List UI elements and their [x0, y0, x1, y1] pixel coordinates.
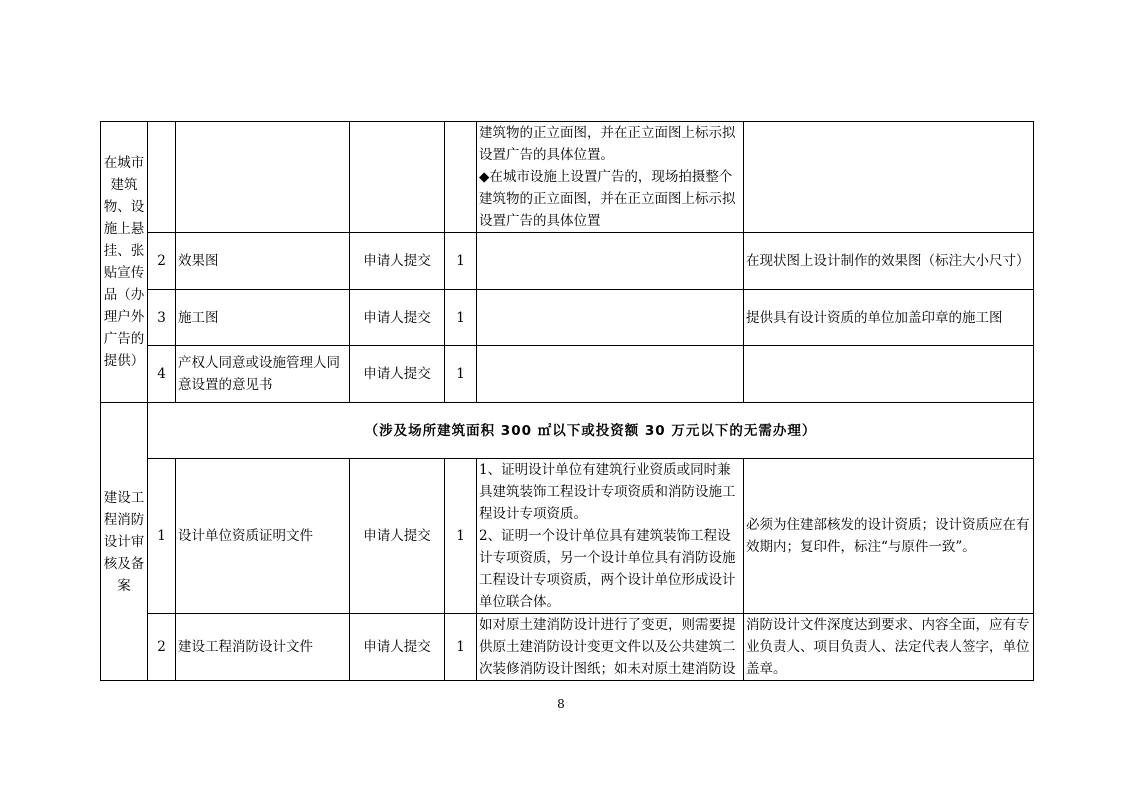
- item-notes: [477, 233, 744, 290]
- item-name: 施工图: [176, 290, 350, 346]
- item-notes: [477, 459, 744, 614]
- category-cell-outdoor-ads: [101, 122, 148, 403]
- item-number: 3: [148, 290, 176, 346]
- category-line: 物、设: [103, 199, 145, 215]
- item-notes: [477, 290, 744, 346]
- notes-line: 计专项资质，另一个设计单位具有消防设施: [479, 550, 736, 566]
- item-remark: [744, 614, 1034, 681]
- item-count: 1: [445, 346, 477, 403]
- category-line: 核及备: [103, 555, 145, 572]
- item-count: [445, 122, 477, 233]
- item-name: [176, 122, 350, 233]
- page-number: 8: [557, 697, 565, 711]
- item-remark: 在现状图上设计制作的效果图（标注大小尺寸）: [744, 233, 1034, 290]
- item-name: [176, 346, 350, 403]
- notes-line: 如对原土建消防设计进行了变更，则需要提: [479, 617, 736, 633]
- item-submitter: 申请人提交: [350, 614, 445, 681]
- item-submitter: [350, 122, 445, 233]
- table-row: [101, 614, 1034, 681]
- notes-line: 设置广告的具体位置。: [479, 147, 614, 163]
- category-line: 程消防: [103, 511, 145, 528]
- remark-line: 盖章。: [746, 661, 787, 677]
- item-remark: [744, 346, 1034, 403]
- table-row: [101, 346, 1034, 403]
- item-notes: [477, 346, 744, 403]
- notes-line: 具建筑装饰工程设计专项资质和消防设施工: [479, 484, 736, 500]
- table-row: [101, 459, 1034, 614]
- item-notes: [477, 122, 744, 233]
- item-count: 1: [445, 614, 477, 681]
- category-line: 广告的: [103, 331, 145, 347]
- item-remark: 提供具有设计资质的单位加盖印章的施工图: [744, 290, 1034, 346]
- category-line: 在城市: [103, 155, 145, 171]
- item-name: 效果图: [176, 233, 350, 290]
- materials-table: [100, 121, 1034, 681]
- name-line: 产权人同意或设施管理人同: [178, 355, 340, 371]
- item-number: 4: [148, 346, 176, 403]
- name-line: 意设置的意见书: [178, 377, 273, 393]
- table-row: [101, 233, 1034, 290]
- table-row: [101, 122, 1034, 233]
- notes-line: 设置广告的具体位置: [479, 213, 601, 229]
- category-line: 品（办: [103, 287, 145, 303]
- item-submitter: 申请人提交: [350, 346, 445, 403]
- item-number: 1: [148, 459, 176, 614]
- remark-line: 必须为住建部核发的设计资质；设计资质应在有: [746, 517, 1030, 533]
- notes-line: 供原土建消防设计变更文件以及公共建筑二: [479, 639, 736, 655]
- item-count: 1: [445, 233, 477, 290]
- item-submitter: 申请人提交: [350, 459, 445, 614]
- item-name: 设计单位资质证明文件: [176, 459, 350, 614]
- category-line: 建设工: [103, 489, 145, 506]
- notes-line: 单位联合体。: [479, 594, 560, 610]
- item-remark: [744, 122, 1034, 233]
- exemption-banner: （涉及场所建筑面积 300 ㎡以下或投资额 30 万元以下的无需办理）: [148, 403, 1034, 459]
- category-line: 提供）: [103, 353, 145, 369]
- notes-line: 1、证明设计单位有建筑行业资质或同时兼: [479, 462, 731, 478]
- category-line: 建筑: [110, 177, 138, 193]
- item-submitter: 申请人提交: [350, 233, 445, 290]
- remark-line: 效期内；复印件，标注“与原件一致”。: [746, 539, 976, 555]
- category-line: 挂、张: [103, 243, 145, 259]
- table-row: [101, 290, 1034, 346]
- category-line: 案: [117, 577, 131, 594]
- category-cell-fire-design: [101, 403, 148, 681]
- notes-line: 建筑物的正立面图，并在正立面图上标示拟: [479, 191, 736, 207]
- item-number: 2: [148, 233, 176, 290]
- category-line: 施上悬: [103, 221, 145, 237]
- notes-line: 建筑物的正立面图，并在正立面图上标示拟: [479, 125, 736, 141]
- item-remark: [744, 459, 1034, 614]
- remark-line: 消防设计文件深度达到要求、内容全面，应有专: [746, 617, 1030, 633]
- item-notes: [477, 614, 744, 681]
- item-number: [148, 122, 176, 233]
- notes-line: 2、证明一个设计单位具有建筑装饰工程设: [479, 528, 731, 544]
- category-line: 设计审: [103, 533, 145, 550]
- notes-line: 工程设计专项资质，两个设计单位形成设计: [479, 572, 736, 588]
- notes-line: ◆在城市设施上设置广告的，现场拍摄整个: [479, 169, 733, 185]
- category-line: 理户外: [103, 309, 145, 325]
- notes-line: 程设计专项资质。: [479, 506, 587, 522]
- item-count: 1: [445, 290, 477, 346]
- table-row: [101, 403, 1034, 459]
- item-count: 1: [445, 459, 477, 614]
- category-line: 贴宣传: [103, 265, 145, 281]
- item-name: 建设工程消防设计文件: [176, 614, 350, 681]
- remark-line: 业负责人、项目负责人、法定代表人签字，单位: [746, 639, 1030, 655]
- notes-line: 次装修消防设计图纸；如未对原土建消防设: [479, 661, 736, 677]
- item-number: 2: [148, 614, 176, 681]
- item-submitter: 申请人提交: [350, 290, 445, 346]
